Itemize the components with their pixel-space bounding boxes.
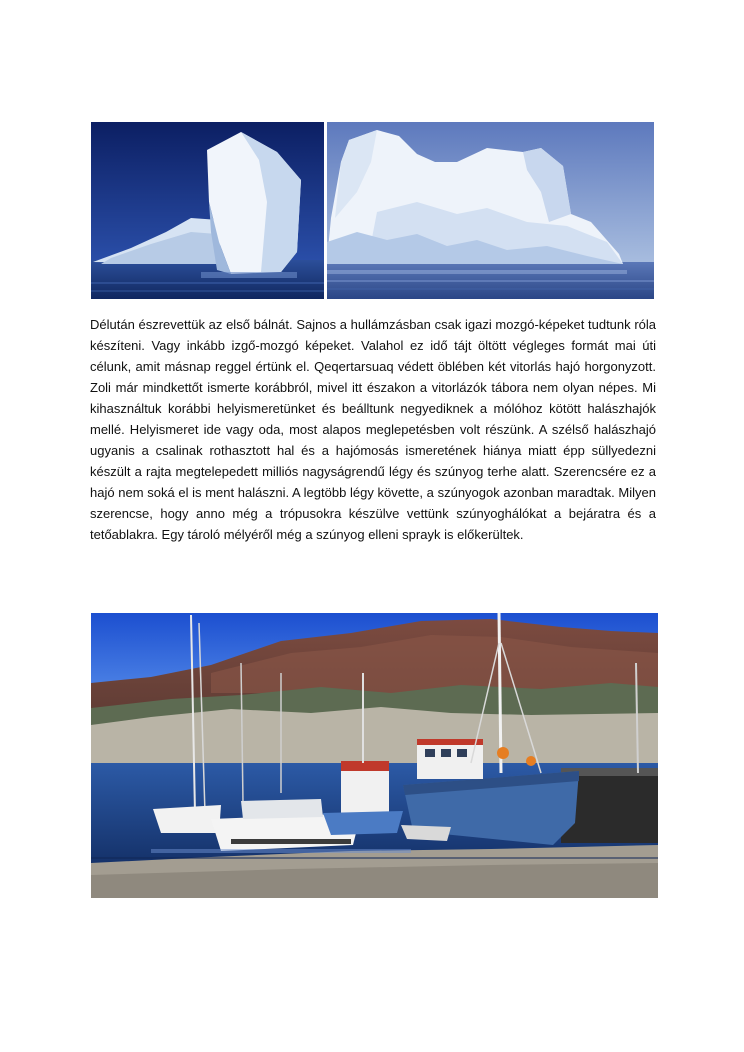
iceberg-photo-right [327, 122, 654, 299]
harbor-boats-photo [91, 613, 658, 898]
article-paragraph: Délután észrevettük az első bálnát. Sajnos a hullámzásban csak igazi mozgó-képeket tudtunk róla készíteni. Vagy inkább izgő-mozgó képeket. Valahol ez idő tájt öltött végleges formát mai úti célunk, amit másnap reggel értünk el. Qeqertarsuaq védett öblében két vitorlás hajó horgonyzott. Zoli már mindkettőt ismerte korábbról, mivel itt északon a vitorlázók tábora nem olyan népes. Mi kihasználtuk korábbi helyismeretünket és beálltunk negyediknek a mólóhoz kötött halászhajók mellé. Helyismeret ide vagy oda, most alapos meglepetésben volt részünk. A szélső halászhajó ugyanis a csalinak rothasztott hal és a hajómosás ismeretének hiánya miatt épp süllyedezni készült a rajta megtelepedett milliós nagyságrendű légy és szúnyog terhe alatt. Szerencsére ez a hajó nem soká el is ment halászni. A legtöbb légy követte, a szúnyogok azonban maradtak. Milyen szerencse, hogy anno még a trópusokra készülve vettünk szúnyoghálókat a bejáratra és a tetőablakra. Egy tároló mélyéről még a szúnyog elleni sprayk is előkerültek. [90, 317, 656, 542]
iceberg-photo-left [91, 122, 324, 299]
